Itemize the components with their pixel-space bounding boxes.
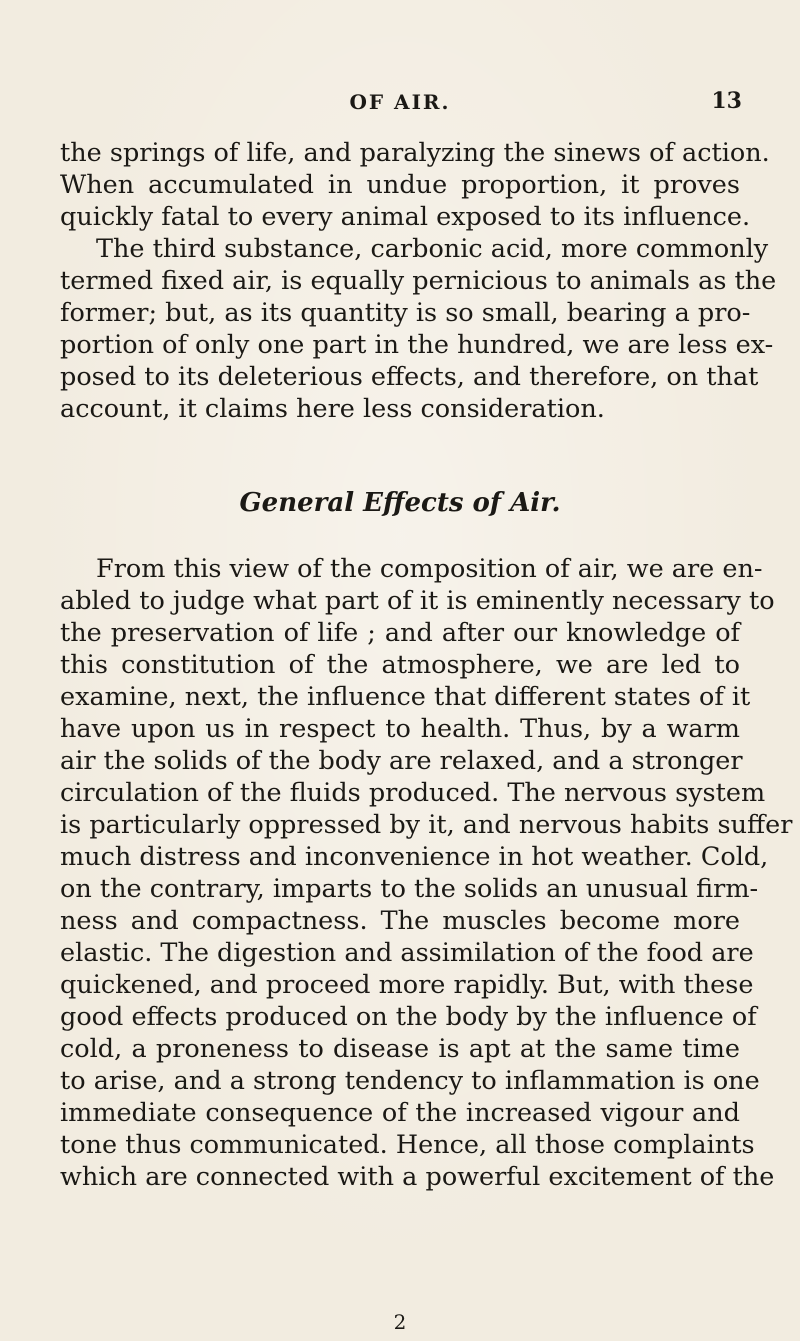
text-line: ness and compactness. The muscles become more: [60, 906, 740, 936]
text-line: the springs of life, and paralyzing the sinews of action.: [60, 138, 770, 168]
text-line: termed fixed air, is equally pernicious to animals as the: [60, 266, 777, 296]
signature-mark: 2: [393, 1310, 407, 1334]
text-line: this constitution of the atmosphere, we are led to: [60, 650, 740, 680]
page-number: 13: [711, 88, 742, 114]
text-line: examine, next, the influence that different states of it: [60, 682, 751, 712]
text-line: quickly fatal to every animal exposed to its influence.: [60, 202, 751, 232]
text-line: immediate consequence of the increased vigour and: [60, 1098, 740, 1128]
page-header: [0, 90, 800, 120]
text-line: portion of only one part in the hundred, we are less ex-: [60, 330, 774, 360]
text-line: the preservation of life ; and after our knowledge of: [60, 618, 740, 648]
text-line: When accumulated in undue proportion, it proves: [60, 170, 740, 200]
running-head: OF AIR.: [349, 90, 451, 114]
text-line: have upon us in respect to health. Thus, by a warm: [60, 714, 740, 744]
text-line: elastic. The digestion and assimilation of the food are: [60, 938, 754, 968]
text-line: good effects produced on the body by the influence of: [60, 1002, 757, 1032]
text-line: tone thus communicated. Hence, all those complaints: [60, 1130, 755, 1160]
text-line: The third substance, carbonic acid, more commonly: [96, 234, 769, 264]
text-line: on the contrary, imparts to the solids an unusual firm-: [60, 874, 759, 904]
section-title: General Effects of Air.: [239, 488, 561, 518]
text-line: posed to its deleterious effects, and therefore, on that: [60, 362, 759, 392]
text-line: quickened, and proceed more rapidly. But, with these: [60, 970, 754, 1000]
text-line: which are connected with a powerful excitement of the: [60, 1162, 775, 1192]
text-line: to arise, and a strong tendency to inflammation is one: [60, 1066, 760, 1096]
text-line: cold, a proneness to disease is apt at the same time: [60, 1034, 740, 1064]
text-line: air the solids of the body are relaxed, and a stronger: [60, 746, 743, 776]
text-line: abled to judge what part of it is eminently necessary to: [60, 586, 775, 616]
text-line: former; but, as its quantity is so small, bearing a pro-: [60, 298, 751, 328]
text-line: account, it claims here less consideration.: [60, 394, 605, 424]
text-line: is particularly oppressed by it, and nervous habits suffer: [60, 810, 793, 840]
text-line: circulation of the fluids produced. The nervous system: [60, 778, 766, 808]
text-line: much distress and inconvenience in hot weather. Cold,: [60, 842, 769, 872]
text-line: From this view of the composition of air, we are en-: [96, 554, 763, 584]
